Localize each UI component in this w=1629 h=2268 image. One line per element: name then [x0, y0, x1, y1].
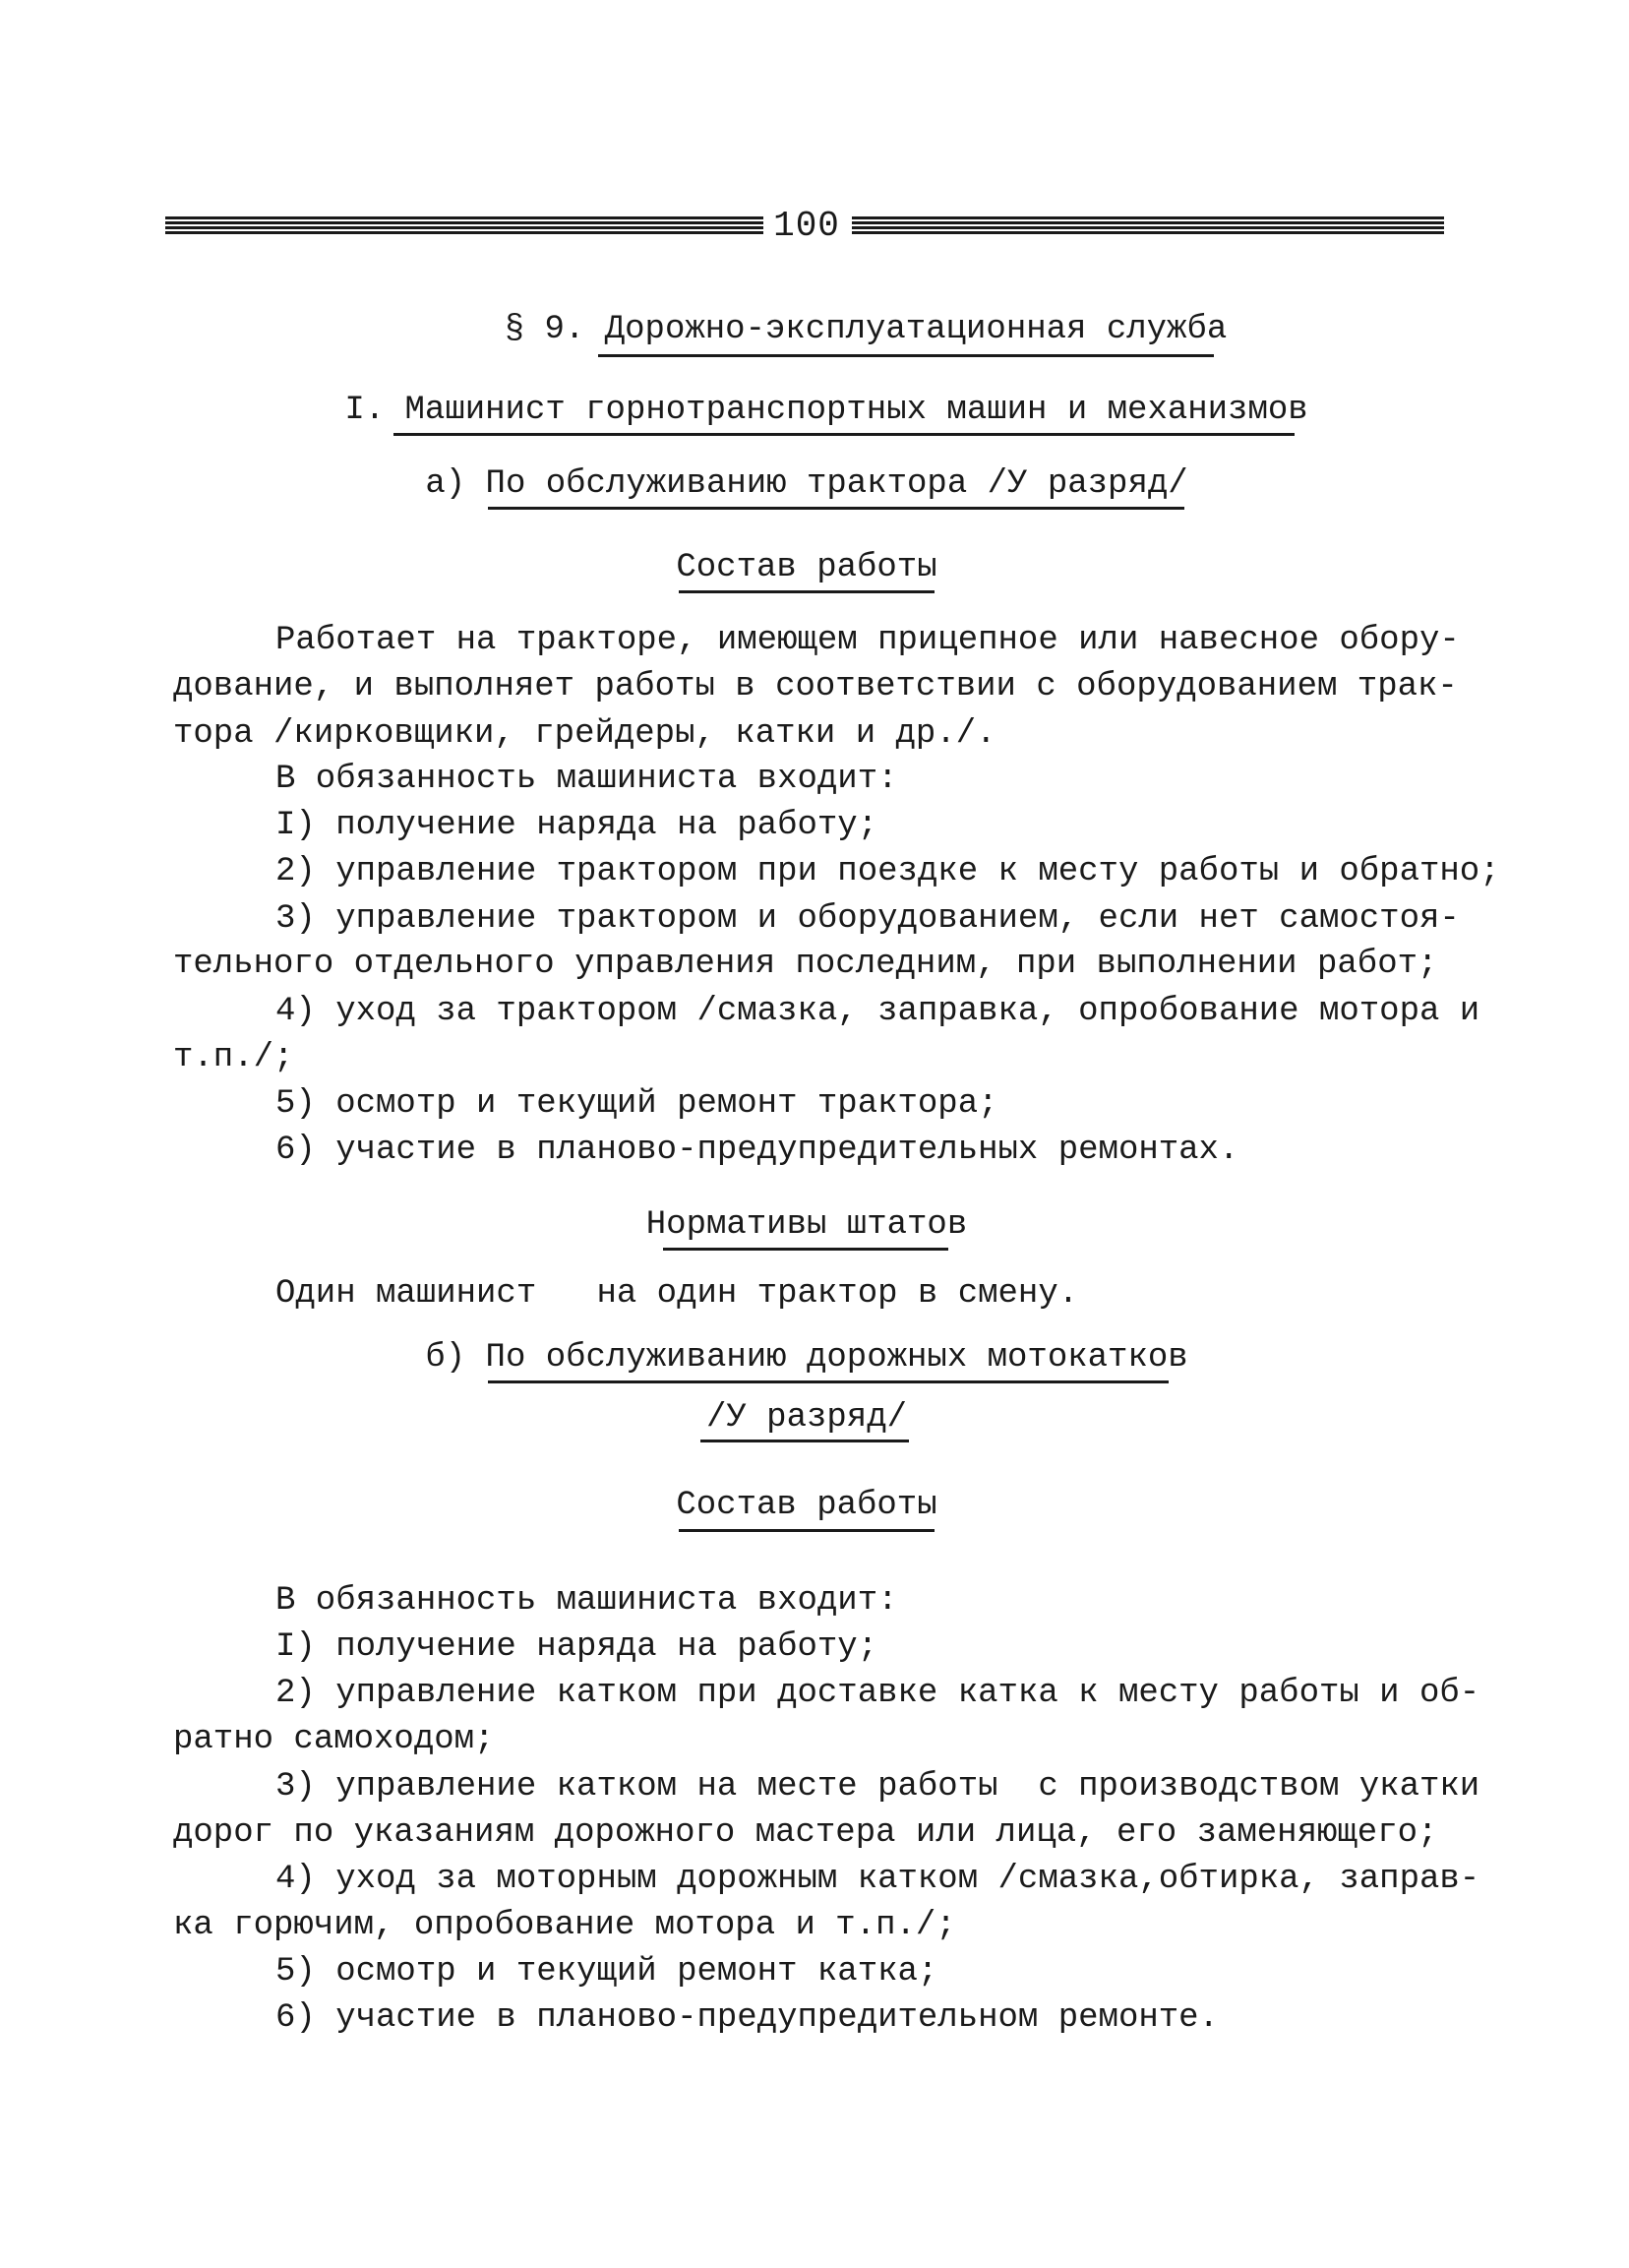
- part-b-text-line: 2) управление катком при доставке катка к месту работы и об-: [275, 1675, 1480, 1712]
- part-b-text-line: 5) осмотр и текущий ремонт катка;: [275, 1953, 938, 1991]
- part-b-text-line: ка горючим, опробование мотора и т.п./;: [173, 1907, 956, 1944]
- part-a-text-line: тора /кирковщики, грейдеры, катки и др./.: [173, 715, 996, 753]
- part-a-work-heading: Состав работы: [676, 549, 937, 586]
- staff-heading: Нормативы штатов: [645, 1206, 968, 1244]
- part-b-text-line: 3) управление катком на месте работы с производством укатки: [275, 1768, 1480, 1806]
- part-b-text-line: 4) уход за моторным дорожным катком /смазка,обтирка, заправ-: [275, 1861, 1480, 1898]
- staff-heading-underline: [663, 1248, 948, 1251]
- part-b-text-line: I) получение наряда на работу;: [275, 1628, 878, 1666]
- part-a-text-line: дование, и выполняет работы в соответствии с оборудованием трак-: [173, 668, 1458, 705]
- part-a-title: а) По обслуживанию трактора /У разряд/: [425, 465, 1188, 503]
- part-a-text-line: 3) управление трактором и оборудованием, если нет самостоя-: [275, 900, 1460, 938]
- part-a-text-line: Работает на тракторе, имеющем прицепное или навесное обору-: [275, 622, 1460, 659]
- part-a-text-line: В обязанность машиниста входит:: [275, 761, 898, 798]
- page-header: [165, 201, 1444, 260]
- part-b-grade-underline: [700, 1440, 909, 1442]
- part-b-title-underline: [488, 1380, 1169, 1383]
- page-number: 100: [773, 206, 840, 246]
- part-a-text-line: I) получение наряда на работу;: [275, 807, 878, 844]
- part-b-text-line: дорог по указаниям дорожного мастера или лица, его заменяющего;: [173, 1814, 1438, 1852]
- subsection-title-underline: [393, 433, 1295, 436]
- part-b-work-heading-underline: [679, 1529, 935, 1532]
- header-rule-left: [165, 216, 763, 236]
- part-b-text-line: В обязанность машиниста входит:: [275, 1582, 898, 1620]
- section-title: § 9. Дорожно-эксплуатационная служба: [504, 311, 1228, 348]
- part-a-title-underline: [488, 507, 1184, 510]
- part-a-text-line: тельного отдельного управления последним, при выполнении работ;: [173, 946, 1438, 983]
- part-b-title: б) По обслуживанию дорожных мотокатков: [425, 1339, 1188, 1377]
- part-a-text-line: 2) управление трактором при поездке к месту работы и обратно;: [275, 853, 1500, 890]
- section-title-underline: [598, 354, 1214, 357]
- part-b-work-heading: Состав работы: [676, 1487, 937, 1524]
- part-a-work-heading-underline: [679, 590, 935, 593]
- part-a-text-line: 5) осмотр и текущий ремонт трактора;: [275, 1085, 998, 1123]
- part-b-text-line: 6) участие в планово-предупредительном ремонте.: [275, 1999, 1219, 2037]
- part-a-text-line: 4) уход за трактором /смазка, заправка, опробование мотора и: [275, 993, 1480, 1030]
- part-a-text-line: т.п./;: [173, 1039, 294, 1076]
- part-a-text-line: 6) участие в планово-предупредительных ремонтах.: [275, 1132, 1239, 1169]
- part-b-grade: /У разряд/: [705, 1399, 908, 1437]
- header-rule-right: [852, 216, 1444, 236]
- staff-text: Один машинист на один трактор в смену.: [275, 1275, 1079, 1313]
- part-b-text-line: ратно самоходом;: [173, 1721, 495, 1758]
- subsection-title: I. Машинист горнотранспортных машин и механизмов: [344, 392, 1308, 429]
